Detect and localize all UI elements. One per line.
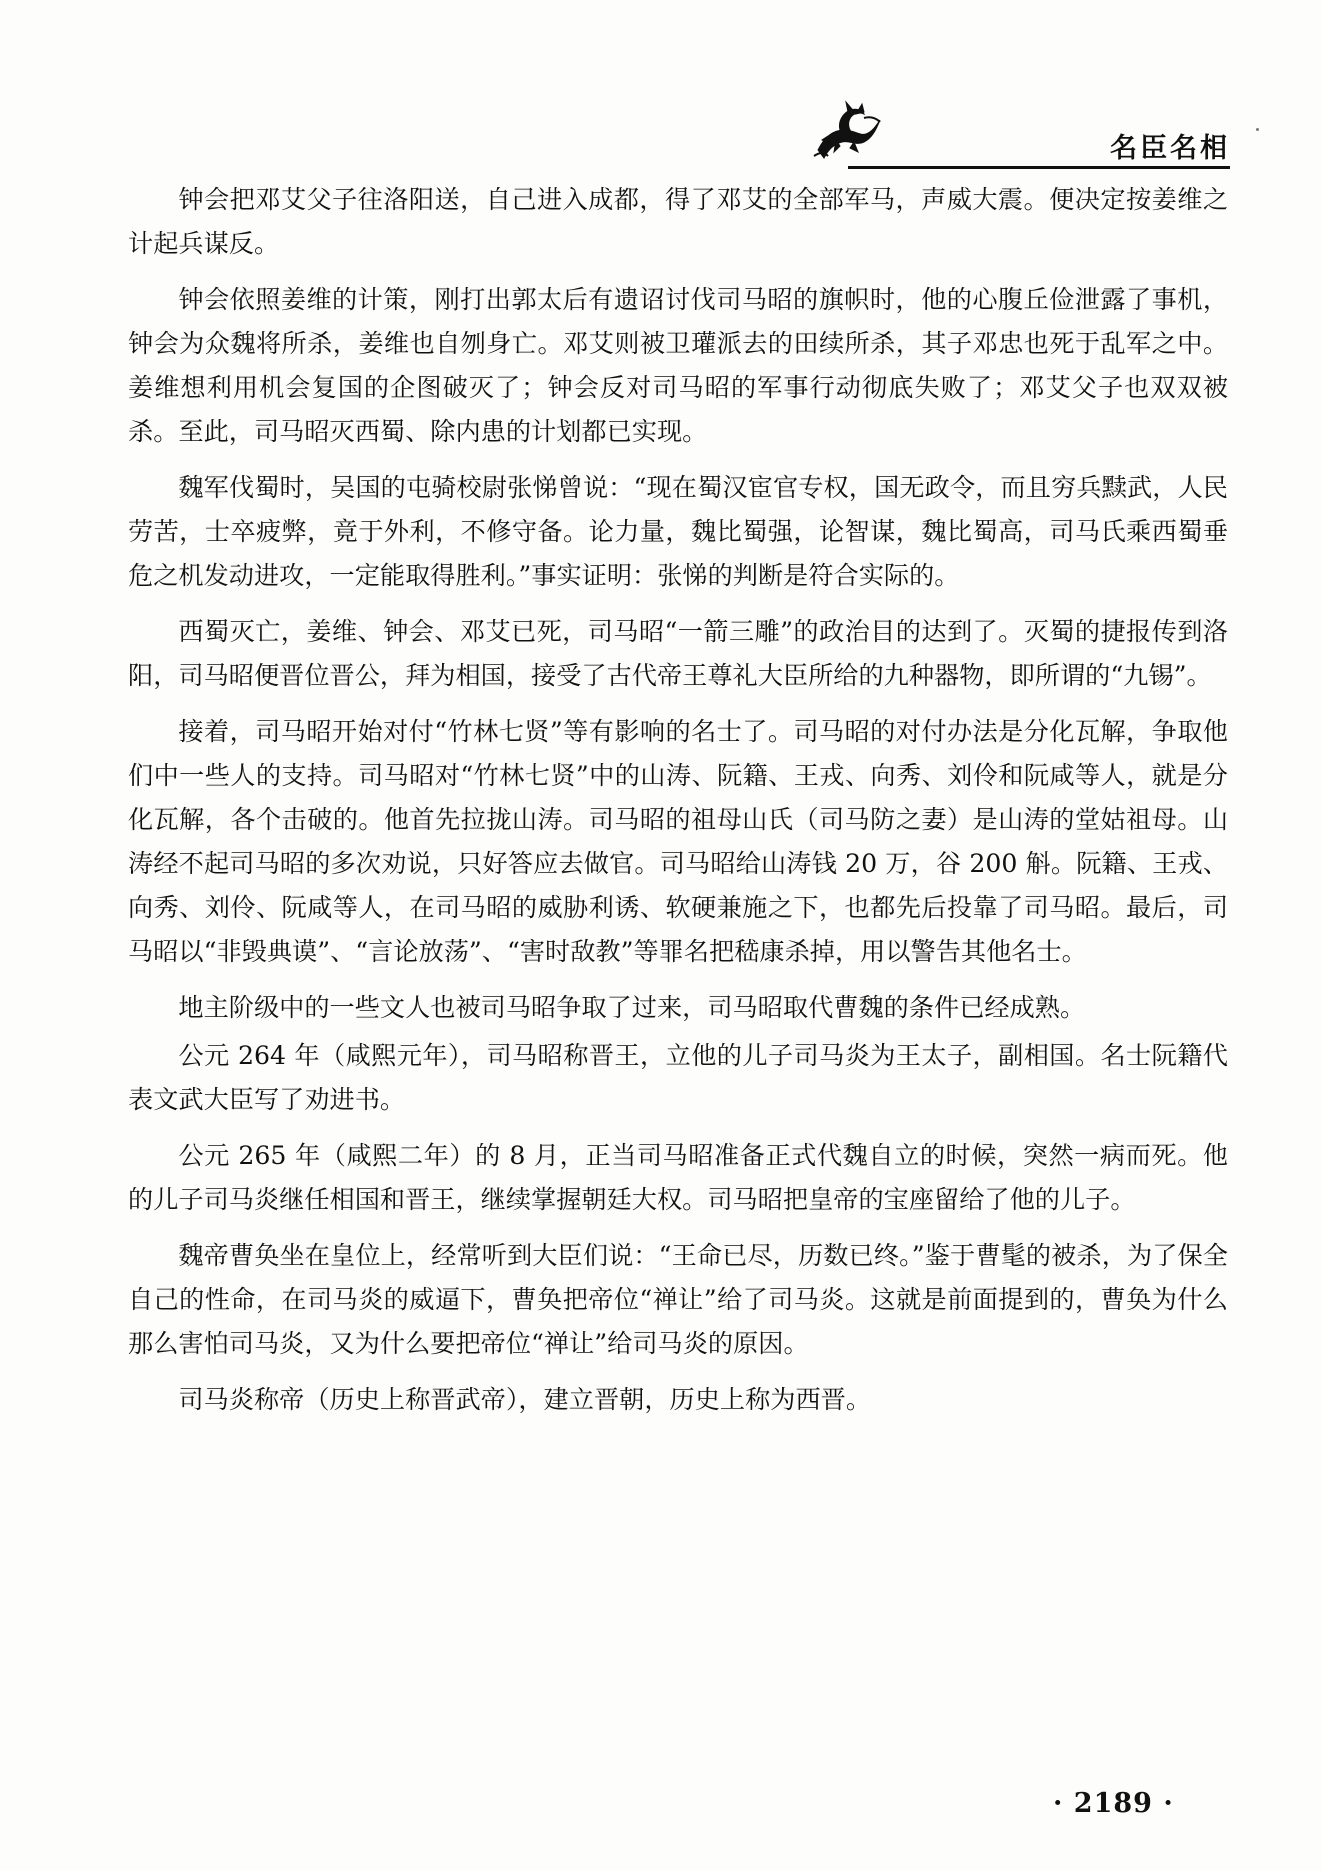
paragraph: 接着，司马昭开始对付“竹林七贤”等有影响的名士了。司马昭的对付办法是分化瓦解，争取他们中一些人的支持。司马昭对“竹林七贤”中的山涛、阮籍、王戎、向秀、刘伶和阮咸等人，就是分化瓦解，各个击破的。他首先拉拢山涛。司马昭的祖母山氏（司马防之妻）是山涛的堂姑祖母。山涛经不起司马昭的多次劝说，只好答应去做官。司马昭给山涛钱 20 万，谷 200 斛。阮籍、王戎、向秀、刘伶、阮咸等人，在司马昭的威胁利诱、软硬兼施之下，也都先后投靠了司马昭。最后，司马昭以“非毁典谟”、“言论放荡”、“害时敌教”等罪名把嵇康杀掉，用以警告其他名士。 bbox=[128, 717, 1228, 966]
paragraph: 公元 264 年（咸熙元年），司马昭称晋王，立他的儿子司马炎为王太子，副相国。名士阮籍代表文武大臣写了劝进书。 bbox=[128, 1041, 1228, 1114]
paragraph: 钟会依照姜维的计策，刚打出郭太后有遗诏讨伐司马昭的旗帜时，他的心腹丘俭泄露了事机，钟会为众魏将所杀，姜维也自刎身亡。邓艾则被卫瓘派去的田续所杀，其子邓忠也死于乱军之中。姜维想利用机会复国的企图破灭了；钟会反对司马昭的军事行动彻底失败了；邓艾父子也双双被杀。至此，司马昭灭西蜀、除内患的计划都已实现。 bbox=[128, 285, 1228, 446]
dragon-emblem-icon bbox=[810, 100, 886, 164]
paragraph: 魏帝曹奂坐在皇位上，经常听到大臣们说：“王命已尽，历数已终。”鉴于曹髦的被杀，为了保全自己的性命，在司马炎的威逼下，曹奂把帝位“禅让”给了司马炎。这就是前面提到的，曹奂为什么那么害怕司马炎，又为什么要把帝位“禅让”给司马炎的原因。 bbox=[128, 1241, 1228, 1358]
paragraph: 地主阶级中的一些文人也被司马昭争取了过来，司马昭取代曹魏的条件已经成熟。 bbox=[178, 993, 1086, 1022]
paragraph: 魏军伐蜀时，吴国的屯骑校尉张悌曾说：“现在蜀汉宦官专权，国无政令，而且穷兵黩武，人民劳苦，士卒疲弊，竟于外利，不修守备。论力量，魏比蜀强，论智谋，魏比蜀高，司马氏乘西蜀垂危之机发动进攻，一定能取得胜利。”事实证明：张悌的判断是符合实际的。 bbox=[128, 473, 1228, 590]
paragraph: 西蜀灭亡，姜维、钟会、邓艾已死，司马昭“一箭三雕”的政治目的达到了。灭蜀的捷报传到洛阳，司马昭便晋位晋公，拜为相国，接受了古代帝王尊礼大臣所给的九种器物，即所谓的“九锡”。 bbox=[128, 617, 1228, 690]
body-text bbox=[128, 178, 1228, 1434]
paragraph: 钟会把邓艾父子往洛阳送，自己进入成都，得了邓艾的全部军马，声威大震。便决定按姜维之计起兵谋反。 bbox=[128, 185, 1228, 258]
running-header bbox=[800, 100, 1230, 170]
scan-speck bbox=[1256, 128, 1259, 131]
page-number: · 2189 · bbox=[1053, 1788, 1174, 1819]
header-title: 名臣名相 bbox=[1110, 133, 1230, 164]
header-rule bbox=[848, 166, 1230, 169]
paragraph: 公元 265 年（咸熙二年）的 8 月，正当司马昭准备正式代魏自立的时候，突然一病而死。他的儿子司马炎继任相国和晋王，继续掌握朝廷大权。司马昭把皇帝的宝座留给了他的儿子。 bbox=[128, 1141, 1228, 1214]
paragraph: 司马炎称帝（历史上称晋武帝），建立晋朝，历史上称为西晋。 bbox=[178, 1385, 872, 1414]
